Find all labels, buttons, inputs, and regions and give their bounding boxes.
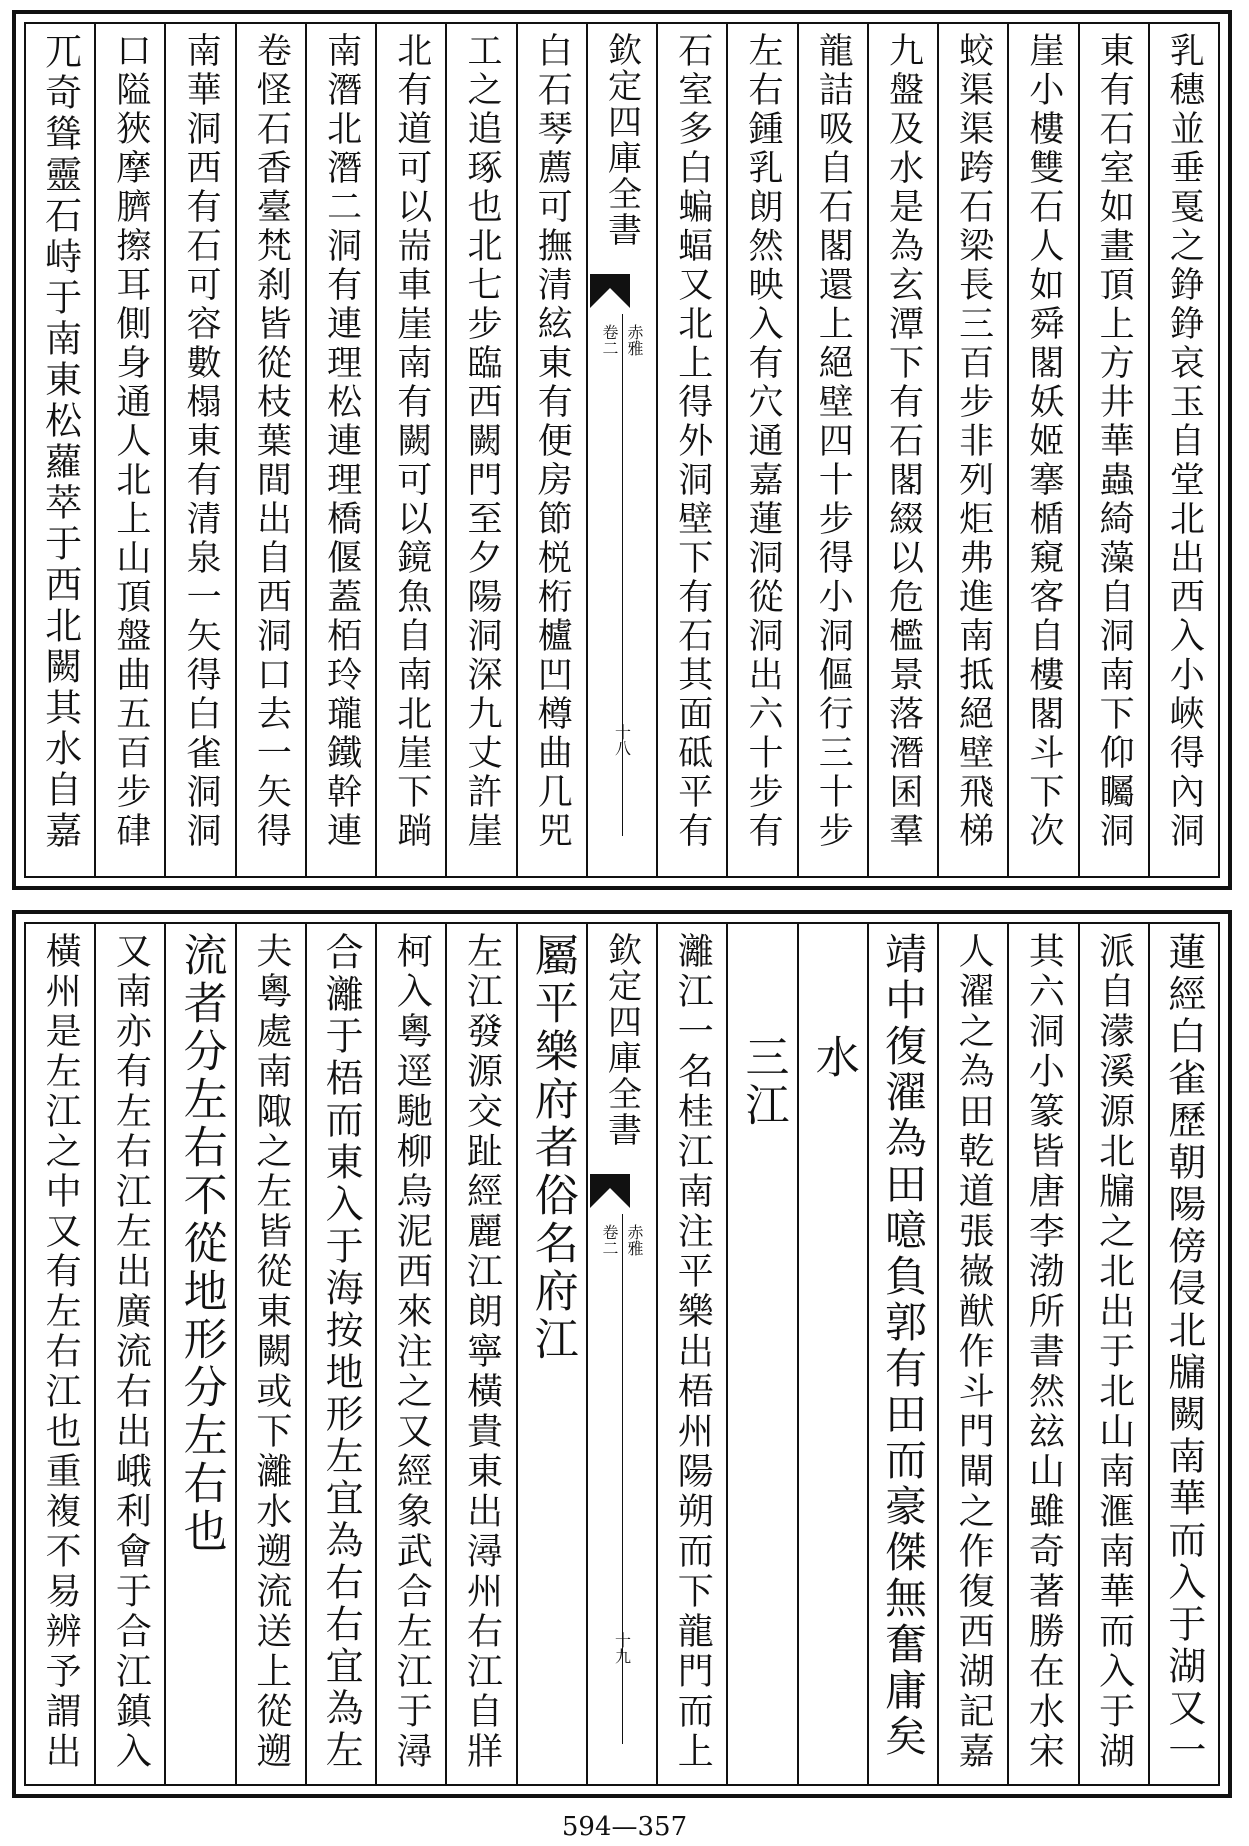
text-column: 龍詰吸自石閣還上絕壁四十步得小洞傴行三十步 xyxy=(797,24,867,876)
volume-info xyxy=(598,324,646,356)
text-column: 九盤及水是為玄潭下有石閣綴以危檻景落潛囷羣 xyxy=(867,24,937,876)
text-column: 又南亦有左右江左出廣流右出峨利會于合江鎮入 xyxy=(94,924,164,1784)
page-number: 十八 xyxy=(612,724,632,756)
text-column: 工之追琢也北七步臨西闕門至夕陽洞深九丈許崖 xyxy=(445,24,515,876)
center-line xyxy=(622,1214,623,1744)
book-title: 欽定四庫全書 xyxy=(601,932,642,1148)
text-column: 蓮經白雀歷朝陽傍侵北牖闕南華而入于湖又一 xyxy=(1148,924,1218,1784)
book-name: 赤雅 xyxy=(625,324,644,356)
subheading: 三江 xyxy=(737,1034,789,1130)
text-column: 卷怪石香臺梵刹皆從枝葉間出自西洞口去一矢得 xyxy=(235,24,305,876)
text-column: 其六洞小篆皆唐李渤所書然玆山雖奇著勝在水宋 xyxy=(1007,924,1077,1784)
bottom-page-frame xyxy=(24,922,1220,1786)
text-column: 石室多白蝙蝠又北上得外洞壁下有石其面砥平有 xyxy=(656,24,726,876)
section-heading-column xyxy=(797,924,867,1784)
fish-tail-mark-icon xyxy=(590,1174,630,1208)
center-line xyxy=(622,314,623,836)
text-column: 乳穗並垂戛之錚錚哀玉自堂北出西入小峽得內洞 xyxy=(1148,24,1218,876)
top-page xyxy=(12,10,1232,890)
fish-tail-mark-icon xyxy=(590,274,630,308)
text-column: 東有石室如畫頂上方井華蟲綺藻自洞南下仰矚洞 xyxy=(1078,24,1148,876)
text-column: 白石琴薦可撫清絃東有便房節棁桁櫨凹樽曲几兕 xyxy=(516,24,586,876)
text-column: 左右鍾乳朗然映入有穴通嘉蓮洞從洞出六十步有 xyxy=(726,24,796,876)
text-column: 靖中復濯為田噫負郭有田而豪傑無奮庸矣 xyxy=(867,924,937,1784)
text-column: 灕江一名桂江南注平樂出梧州陽朔而下龍門而上 xyxy=(656,924,726,1784)
text-column: 崖小樓雙石人如舜閣妖姬搴楯窺客自樓閣斗下次 xyxy=(1007,24,1077,876)
text-column: 蛟渠渠跨石梁長三百步非列炬弗進南抵絕壁飛梯 xyxy=(937,24,1007,876)
text-column: 南華洞西有石可容數榻東有清泉一矢得白雀洞洞 xyxy=(164,24,234,876)
section-heading: 水 xyxy=(807,1034,859,1082)
book-name: 赤雅 xyxy=(625,1224,644,1256)
text-column: 兀奇聳靈石峙于南東松蘿萃于西北闕其水自嘉 xyxy=(38,32,82,852)
text-column: 夫粵處南陬之左皆從東闕或下灕水遡流送上從遡 xyxy=(235,924,305,1784)
text-column: 橫州是左江之中又有左右江也重複不易辨予謂出 xyxy=(40,932,82,1772)
text-column: 南潛北潛二洞有連理松連理橋偃蓋栢玲瓏鐵幹連 xyxy=(305,24,375,876)
volume-number: 卷二 xyxy=(600,324,619,356)
page-number: 十九 xyxy=(612,1632,632,1664)
text-column: 屬平樂府者俗名府江 xyxy=(516,924,586,1784)
center-margin xyxy=(586,924,656,1784)
subheading-column xyxy=(726,924,796,1784)
text-column: 口隘狹摩臍擦耳側身通人北上山頂盤曲五百步硉 xyxy=(94,24,164,876)
text-column: 流者分左右不從地形分左右也 xyxy=(164,924,234,1784)
book-title: 欽定四庫全書 xyxy=(601,32,642,248)
center-margin xyxy=(586,24,656,876)
text-column: 派自濛溪源北牖之北出于北山南滙南華而入于湖 xyxy=(1078,924,1148,1784)
footer-page-reference: 594—357 xyxy=(561,1812,688,1842)
volume-number: 卷二 xyxy=(600,1224,619,1256)
top-page-frame xyxy=(24,22,1220,878)
text-column: 北有道可以耑車崖南有闕可以鏡魚自南北崖下䠀 xyxy=(375,24,445,876)
text-column: 柯入粵逕馳柳烏泥西來注之又經象武合左江于潯 xyxy=(375,924,445,1784)
text-column: 合灕于梧而東入于海按地形左宜為右右宜為左 xyxy=(305,924,375,1784)
volume-info xyxy=(598,1224,646,1256)
text-column: 左江發源交趾經麗江朗寧橫貴東出潯州右江自牂 xyxy=(445,924,515,1784)
bottom-page xyxy=(12,910,1232,1798)
text-column: 人濯之為田乾道張嶶猷作斗門閘之作復西湖記嘉 xyxy=(937,924,1007,1784)
